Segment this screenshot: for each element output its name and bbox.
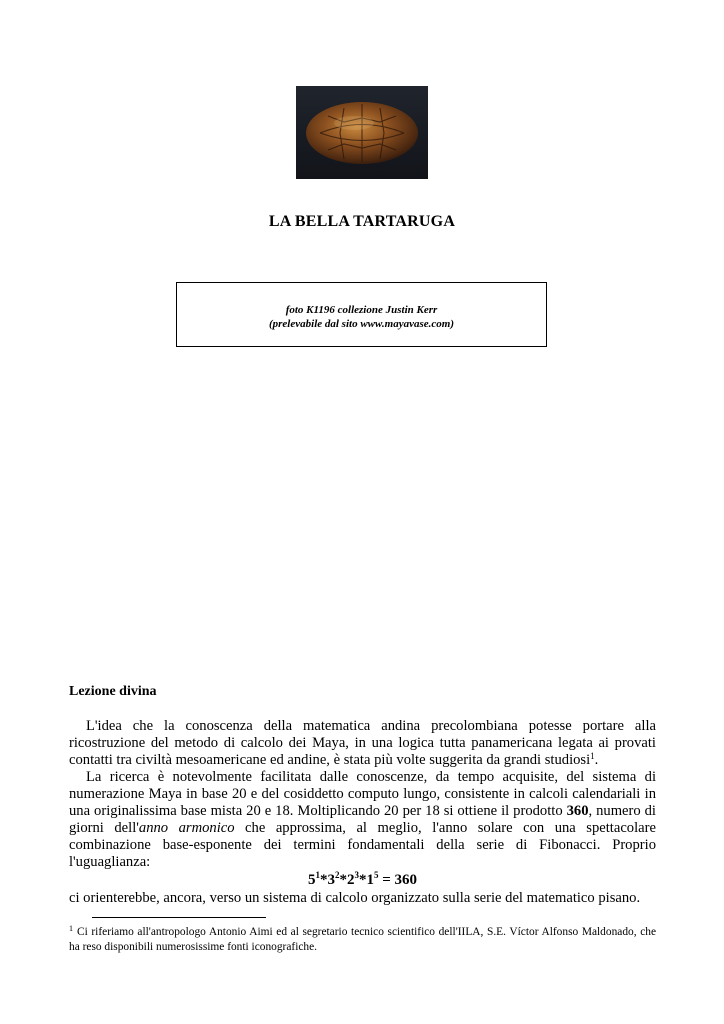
equation-operator-2: *	[339, 872, 347, 888]
paragraph-1-text: L'idea che la conoscenza della matematica andina precolombiana potesse portare alla ricostruzione del metodo di calcolo dei Maya, in una logica tutta panamericana legata ai provati contatti tra civiltà mesoamericane ed andine, è stata più volte suggerita da grandi studiosi	[69, 718, 656, 768]
paragraph-1	[69, 718, 656, 769]
footnote	[69, 925, 656, 955]
equation-base-2: 3	[327, 872, 335, 888]
footnote-mark: 1	[69, 924, 73, 933]
equation-exponent-3: 3	[354, 870, 359, 880]
caption-line-2: (prelevabile dal sito www.mayavase.com)	[268, 318, 455, 330]
equation-result: = 360	[378, 872, 418, 888]
after-equation-text: ci orienterebbe, ancora, verso un sistema di calcolo organizzato sulla serie del matematico pisano.	[69, 890, 641, 906]
equation-operator-1: *	[319, 872, 328, 888]
page-title: LA BELLA TARTARUGA	[268, 213, 456, 230]
footnote-text: Ci riferiamo all'antropologo Antonio Aimi ed al segretario tecnico scientifico dell'IILA, S.E. Víctor Alfonso Maldonado, che ha reso disponibili numerosissime fonti iconografiche.	[69, 926, 656, 953]
footnote-reference: 1	[590, 751, 595, 761]
equation-exponent-4: 5	[373, 870, 379, 880]
fibonacci-equation	[69, 871, 656, 890]
body-text	[69, 718, 656, 907]
equation-base-3: 2	[346, 872, 355, 888]
bold-number-360: 360	[566, 803, 589, 819]
italic-anno-armonico: anno armonico	[138, 820, 235, 836]
paragraph-2	[69, 769, 656, 871]
photo-caption-box	[176, 282, 547, 347]
section-heading: Lezione divina	[69, 684, 157, 699]
paragraph-1-end: .	[594, 752, 599, 768]
turtle-shell-photo	[296, 86, 428, 179]
caption-line-1: foto K1196 collezione Justin Kerr	[285, 304, 438, 316]
equation-base-1: 5	[307, 872, 316, 888]
paragraph-2-part-3: che approssima, al meglio, l'anno solare con una spettacolare combinazione base-esponente dei termini fondamentali della serie di Fibonacci. Proprio l'uguaglianza:	[69, 820, 656, 870]
paragraph-2-part-1: La ricerca è notevolmente facilitata dalle conoscenze, da tempo acquisite, del sistema di numerazione Maya in base 20 e del cosiddetto computo lungo, consistente in calcoli calendariali in una originalissima base mista 20 e 18. Moltiplicando 20 per 18 si ottiene il prodotto	[69, 769, 656, 819]
equation-exponent-2: 2	[334, 870, 340, 880]
footnote-separator	[92, 917, 266, 918]
equation-operator-3: *	[358, 872, 367, 888]
turtle-shell-icon	[296, 86, 428, 179]
equation-exponent-1: 1	[315, 870, 320, 880]
equation-base-4: 1	[366, 872, 374, 888]
paragraph-2-part-2: , numero di giorni dell'	[69, 803, 656, 836]
